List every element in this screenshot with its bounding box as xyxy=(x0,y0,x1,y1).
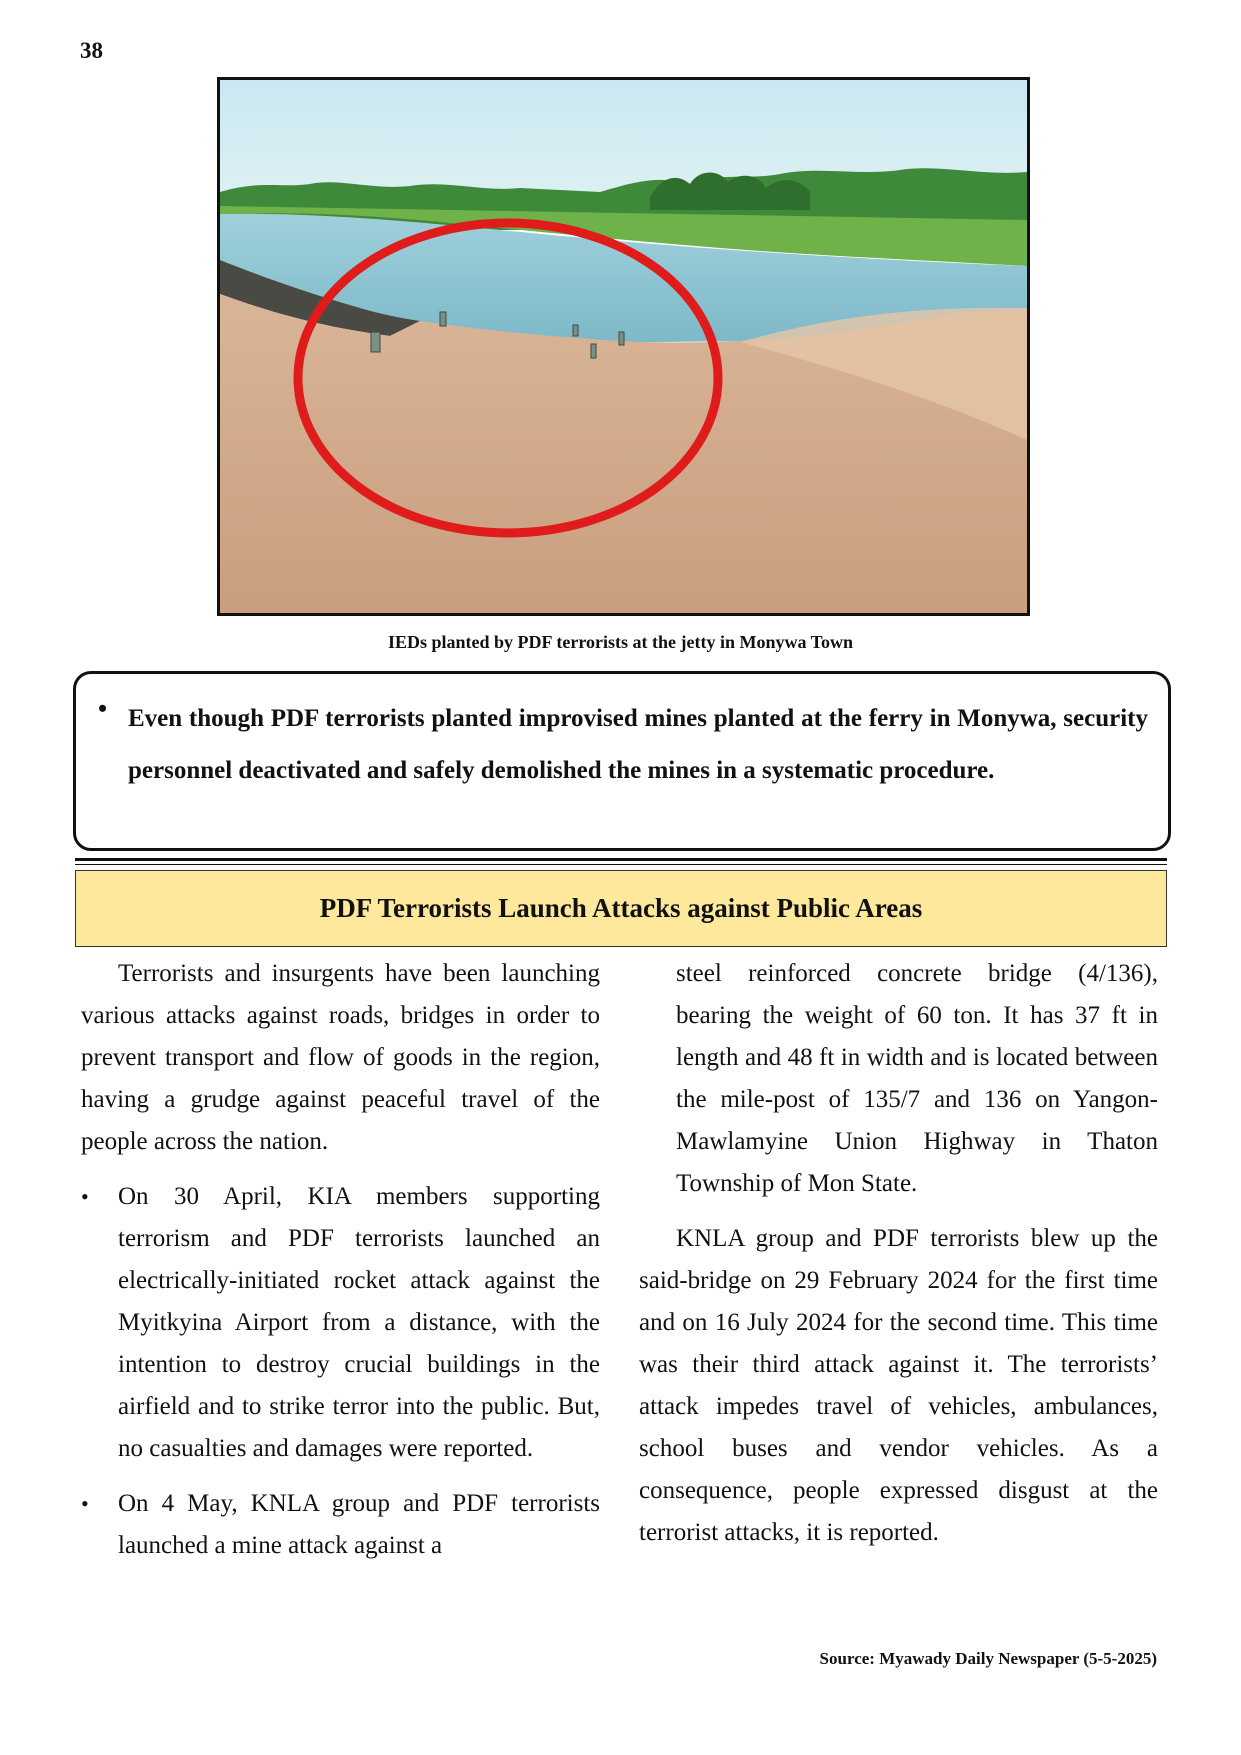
bullet-text: On 30 April, KIA members supporting terrorism and PDF terrorists launched an electrically-initiated rocket attack against the Myitkyina Airport from a distance, with the intention to destroy crucial buildings in the airfield and to strike terror into the public. But, no casualties and damages were reported. xyxy=(118,1183,600,1462)
source-credit: Source: Myawady Daily Newspaper (5-5-2025) xyxy=(819,1649,1157,1668)
section-divider xyxy=(75,858,1167,861)
photo-illustration xyxy=(220,80,1027,613)
page-number: 38 xyxy=(80,38,103,63)
list-item-bridge-attack xyxy=(81,1483,600,1567)
photo-caption: IEDs planted by PDF terrorists at the jetty in Monywa Town xyxy=(387,632,853,652)
callout-box xyxy=(73,671,1171,851)
bullet-continuation: steel reinforced concrete bridge (4/136), bearing the weight of 60 ton. It has 37 ft in length and 48 ft in width and is located between the mile-post of 135/7 and 136 on Yangon-Mawlamyine Union Highway in Thaton Township of Mon State. xyxy=(676,960,1158,1197)
left-column xyxy=(81,953,600,1567)
bullet-icon: • xyxy=(81,1184,89,1209)
bullet-icon: • xyxy=(81,1491,89,1516)
section-divider-thin xyxy=(75,864,1167,865)
callout-text: Even though PDF terrorists planted improvised mines planted at the ferry in Monywa, security personnel deactivated and safely demolished the mines in a systematic procedure. xyxy=(128,705,1148,784)
right-column xyxy=(639,953,1158,1554)
list-item-airport-attack xyxy=(81,1176,600,1470)
bullet-icon: • xyxy=(98,694,108,723)
intro-paragraph: Terrorists and insurgents have been launching various attacks against roads, bridges in order to prevent transport and flow of goods in the region, having a grudge against peaceful travel of the people across the nation. xyxy=(81,960,600,1155)
river-jetty-photo xyxy=(217,77,1030,616)
closing-paragraph: KNLA group and PDF terrorists blew up the said-bridge on 29 February 2024 for the first time and on 16 July 2024 for the second time. This time was their third attack against it. The terrorists’ attack impedes travel of vehicles, ambulances, school buses and vendor vehicles. As a consequence, people expressed disgust at the terrorist attacks, it is reported. xyxy=(639,1225,1158,1546)
section-title: PDF Terrorists Launch Attacks against Public Areas xyxy=(75,870,1167,947)
bullet-text: On 4 May, KNLA group and PDF terrorists launched a mine attack against a xyxy=(118,1490,600,1559)
